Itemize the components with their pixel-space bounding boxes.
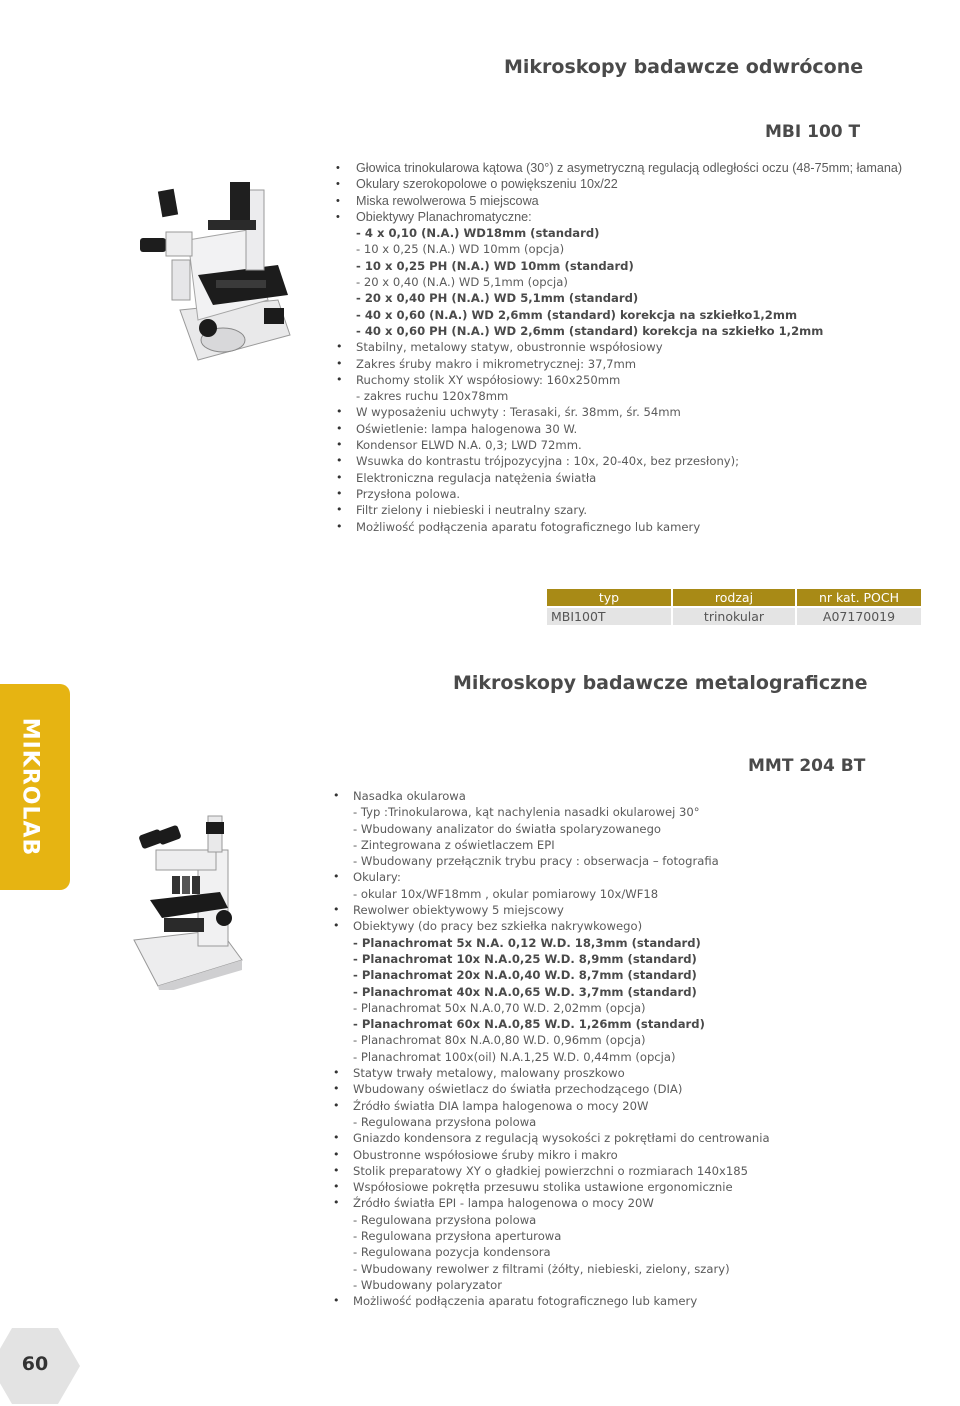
spec-item: - 10 x 0,25 (N.A.) WD 10mm (opcja) — [356, 242, 565, 257]
spec-item: - 40 x 0,60 (N.A.) WD 2,6mm (standard) korekcja na szkiełko1,2mm — [356, 307, 798, 322]
catalog-table — [545, 587, 923, 627]
spec-item: • Oświetlenie: lampa halogenowa 30 W. — [356, 421, 902, 437]
spec-item: • Możliwość podłączenia aparatu fotograficznego lub kamery — [356, 519, 902, 535]
spec-list-mbi100t — [356, 160, 902, 535]
metallurgical-microscope-photo — [120, 790, 250, 990]
spec-item: - Planachromat 40x N.A.0,65 W.D. 3,7mm (standard) — [353, 984, 697, 999]
spec-item: • Współosiowe pokrętła przesuwu stolika ustawione ergonomicznie — [353, 1179, 770, 1195]
side-tab-label: MIKROLAB — [17, 717, 43, 857]
spec-item: • Filtr zielony i niebieski i neutralny szary. — [356, 502, 902, 518]
spec-item: • Rewolwer obiektywowy 5 miejscowy — [353, 902, 770, 918]
page-number-badge — [0, 1326, 80, 1406]
spec-item: - Planachromat 10x N.A.0,25 W.D. 8,9mm (standard) — [353, 951, 697, 966]
spec-item: • Okulary szerokopolowe o powiększeniu 10x/22 — [356, 176, 902, 192]
spec-item: - Zintegrowana z oświetlaczem EPI — [353, 837, 555, 852]
table-header-nr-kat: nr kat. POCH — [797, 589, 921, 606]
spec-item: - 20 x 0,40 (N.A.) WD 5,1mm (opcja) — [356, 275, 568, 290]
spec-item: • Miska rewolwerowa 5 miejscowa — [356, 193, 902, 209]
side-tab-mikrolab — [0, 684, 70, 890]
spec-item: • Stabilny, metalowy statyw, obustronnie współosiowy — [356, 339, 902, 355]
table-cell-nr-kat: A07170019 — [797, 608, 921, 625]
spec-item: - Planachromat 5x N.A. 0,12 W.D. 18,3mm (standard) — [353, 935, 701, 950]
spec-item: - Wbudowany przełącznik trybu pracy : obserwacja – fotografia — [353, 854, 719, 869]
spec-item: • Głowica trinokularowa kątowa (30°) z asymetryczną regulacją odległości oczu (48-75mm; łamana) — [356, 160, 902, 176]
spec-list-mmt204bt — [353, 788, 770, 1310]
spec-item: • Wsuwka do kontrastu trójpozycyjna : 10x, 20-40x, bez przesłony); — [356, 453, 902, 469]
page-number: 60 — [21, 1353, 49, 1375]
model-title-mbi100t: MBI 100 T — [765, 122, 861, 142]
spec-item: • Nasadka okularowa — [353, 788, 770, 804]
spec-item: • Zakres śruby makro i mikrometrycznej: 37,7mm — [356, 356, 902, 372]
spec-item: • Źródło światła DIA lampa halogenowa o mocy 20W — [353, 1098, 770, 1114]
inverted-microscope-icon — [128, 160, 308, 380]
spec-item: • Możliwość podłączenia aparatu fotograficznego lub kamery — [353, 1293, 770, 1309]
table-cell-rodzaj: trinokular — [673, 608, 795, 625]
model-title-mmt204bt: MMT 204 BT — [748, 756, 866, 776]
table-header-rodzaj: rodzaj — [673, 589, 795, 606]
spec-item: • Obustronne współosiowe śruby mikro i makro — [353, 1147, 770, 1163]
spec-item: - Planachromat 80x N.A.0,80 W.D. 0,96mm (opcja) — [353, 1033, 646, 1048]
spec-item: - 20 x 0,40 PH (N.A.) WD 5,1mm (standard) — [356, 291, 639, 306]
section-title-metallographic: Mikroskopy badawcze metalograficzne — [453, 672, 868, 694]
spec-item: - Wbudowany rewolwer z filtrami (żółty, niebieski, zielony, szary) — [353, 1261, 730, 1276]
section-title-inverted: Mikroskopy badawcze odwrócone — [504, 56, 864, 78]
spec-item: - 10 x 0,25 PH (N.A.) WD 10mm (standard) — [356, 258, 634, 273]
spec-item: • W wyposażeniu uchwyty : Terasaki, śr. 38mm, śr. 54mm — [356, 404, 902, 420]
spec-item: - okular 10x/WF18mm , okular pomiarowy 10x/WF18 — [353, 886, 659, 901]
spec-item: - Planachromat 20x N.A.0,40 W.D. 8,7mm (standard) — [353, 968, 697, 983]
spec-item: - Planachromat 60x N.A.0,85 W.D. 1,26mm (standard) — [353, 1017, 705, 1032]
spec-item: • Obiektywy Planachromatyczne: — [356, 209, 902, 225]
spec-item: - zakres ruchu 120x78mm — [356, 389, 509, 404]
table-row — [547, 608, 921, 625]
spec-item: • Stolik preparatowy XY o gładkiej powierzchni o rozmiarach 140x185 — [353, 1163, 770, 1179]
table-cell-typ: MBI100T — [547, 608, 671, 625]
table-header-typ: typ — [547, 589, 671, 606]
spec-item: - Typ :Trinokularowa, kąt nachylenia nasadki okularowej 30° — [353, 805, 700, 820]
spec-item: - Regulowana pozycja kondensora — [353, 1245, 551, 1260]
spec-item: - Regulowana przysłona aperturowa — [353, 1229, 562, 1244]
spec-item: - Planachromat 100x(oil) N.A.1,25 W.D. 0,44mm (opcja) — [353, 1049, 676, 1064]
spec-item: • Przysłona polowa. — [356, 486, 902, 502]
spec-item: • Źródło światła EPI - lampa halogenowa o mocy 20W — [353, 1195, 770, 1211]
table-header-row — [547, 589, 921, 606]
spec-item: - Planachromat 50x N.A.0,70 W.D. 2,02mm (opcja) — [353, 1000, 646, 1015]
inverted-microscope-photo — [128, 160, 308, 380]
spec-item: • Obiektywy (do pracy bez szkiełka nakrywkowego) — [353, 918, 770, 934]
spec-item: - Regulowana przysłona polowa — [353, 1212, 537, 1227]
spec-item: - 4 x 0,10 (N.A.) WD18mm (standard) — [356, 226, 600, 241]
spec-item: - Regulowana przysłona polowa — [353, 1114, 537, 1129]
spec-item: • Okulary: — [353, 869, 770, 885]
spec-item: • Gniazdo kondensora z regulacją wysokości z pokrętłami do centrowania — [353, 1130, 770, 1146]
spec-item: • Elektroniczna regulacja natężenia światła — [356, 470, 902, 486]
metallurgical-microscope-icon — [120, 790, 250, 990]
spec-item: • Statyw trwały metalowy, malowany proszkowo — [353, 1065, 770, 1081]
spec-item: • Kondensor ELWD N.A. 0,3; LWD 72mm. — [356, 437, 902, 453]
spec-item: - Wbudowany polaryzator — [353, 1277, 502, 1292]
spec-item: - 40 x 0,60 PH (N.A.) WD 2,6mm (standard) korekcja na szkiełko 1,2mm — [356, 323, 824, 338]
spec-item: - Wbudowany analizator do światła spolaryzowanego — [353, 821, 662, 836]
spec-item: • Ruchomy stolik XY współosiowy: 160x250mm — [356, 372, 902, 388]
spec-item: • Wbudowany oświetlacz do światła przechodzącego (DIA) — [353, 1081, 770, 1097]
